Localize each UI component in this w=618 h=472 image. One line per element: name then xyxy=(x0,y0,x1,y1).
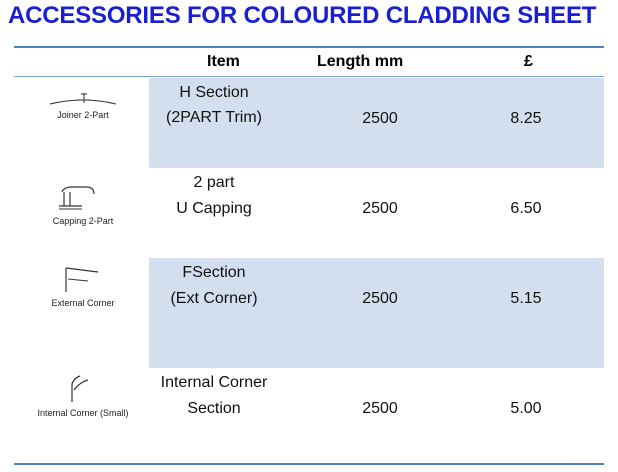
price-value: 5.00 xyxy=(510,400,542,417)
icon-label: External Corner xyxy=(51,298,115,308)
header-rule xyxy=(14,76,604,77)
icon-label: Joiner 2-Part xyxy=(57,110,109,120)
joiner-2-part-icon xyxy=(48,90,118,108)
item-name-line1: FSection xyxy=(182,264,246,281)
column-header-price: £ xyxy=(524,53,533,70)
item-name-line1: 2 part xyxy=(193,174,235,191)
item-name-line2: Section xyxy=(187,400,241,417)
price-value: 6.50 xyxy=(510,200,542,217)
external-corner-icon xyxy=(60,264,104,294)
item-name-line2: (Ext Corner) xyxy=(170,290,258,307)
length-value: 2500 xyxy=(362,400,398,417)
top-rule xyxy=(14,46,604,48)
capping-2-part-icon xyxy=(56,184,104,212)
item-name-line2: (2PART Trim) xyxy=(165,109,262,126)
length-value: 2500 xyxy=(362,290,398,307)
icon-label: Capping 2-Part xyxy=(52,216,114,226)
price-value: 5.15 xyxy=(510,290,542,307)
item-name-line1: Internal Corner xyxy=(160,374,268,391)
length-value: 2500 xyxy=(362,110,398,127)
item-name-line2: U Capping xyxy=(176,200,252,217)
internal-corner-icon xyxy=(66,374,96,404)
page-title: ACCESSORIES FOR COLOURED CLADDING SHEET xyxy=(8,2,597,29)
column-header-item: Item xyxy=(207,53,240,70)
price-value: 8.25 xyxy=(510,110,542,127)
icon-label: Internal Corner (Small) xyxy=(37,408,129,418)
length-value: 2500 xyxy=(362,200,398,217)
column-header-length: Length mm xyxy=(317,53,404,70)
item-name-line1: H Section xyxy=(179,84,249,101)
bottom-rule xyxy=(14,463,604,465)
